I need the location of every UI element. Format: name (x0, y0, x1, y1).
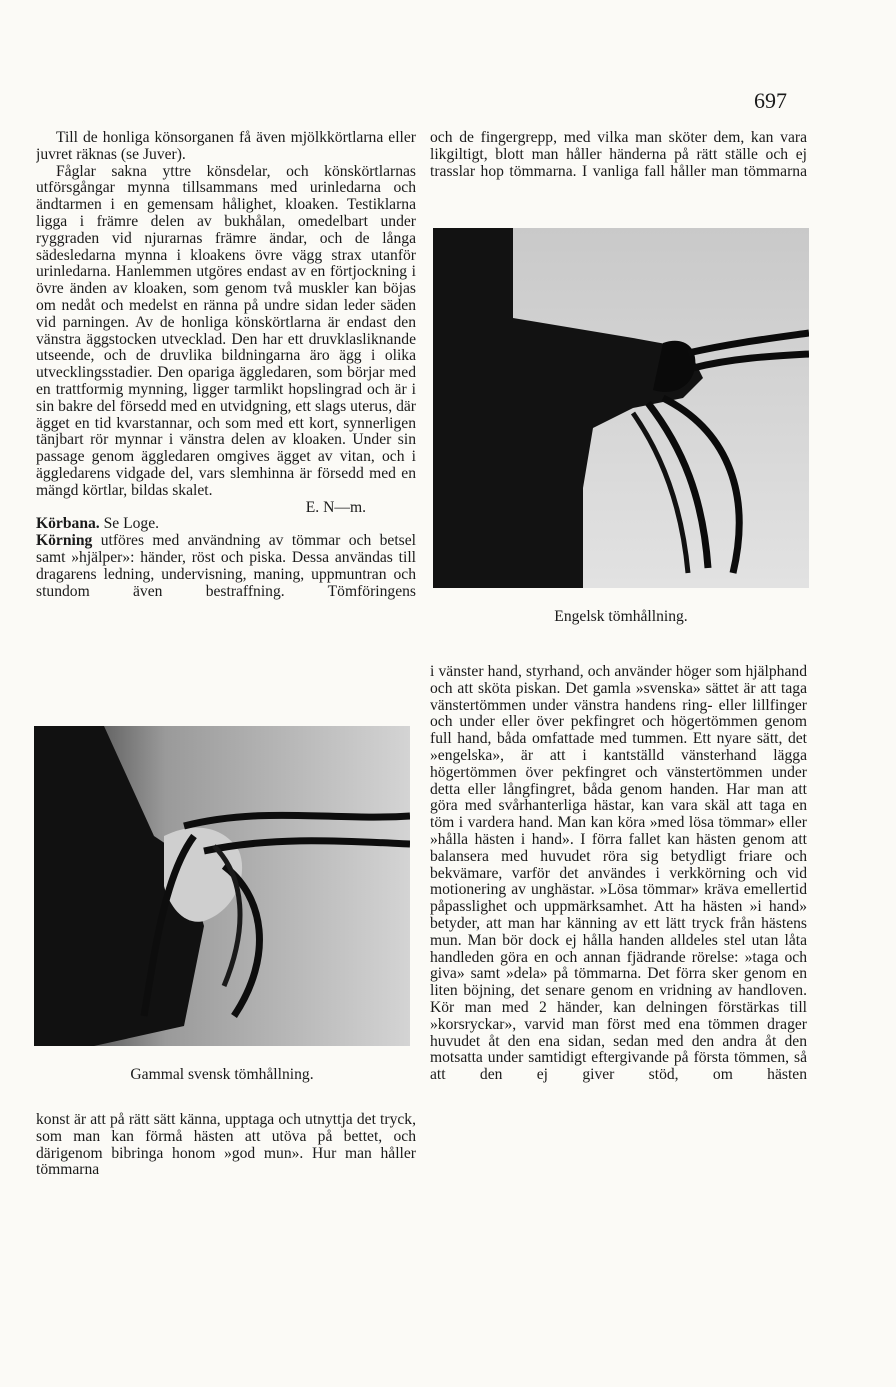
right-column-bottom (430, 664, 807, 1084)
paragraph-tomforing-cont: konst är att på rätt sätt känna, upptaga och utnyttja det tryck, som man kan förmå hästen att utöva på bettet, och därigenom bibringa honom »god mun». Hur man håller tömmarna (36, 1112, 416, 1179)
page-number: 697 (754, 88, 787, 113)
left-column-bottom (36, 1112, 416, 1179)
entry-korbana-head: Körbana. (36, 515, 100, 533)
entry-korning (36, 533, 416, 600)
author-signature: E. N—m. (305, 498, 366, 516)
paragraph-juver: Till de honliga könsorganen få även mjölkkörtlarna eller juvret räknas (se Juver). (36, 130, 416, 163)
paragraph-styrhand: i vänster hand, styrhand, och använder höger som hjälphand och att sköta piskan. Det gamla »svenska» sättet är att taga vänstertömmen under vänstra handens ring- eller lillfinger och under eller över pekfingret och högertömmen genom full hand, båda omfattade med tummen. Ett nyare sätt, det »engelska», är att i kantställd vänsterhand lägga högertömmen över pekfingret och vänstertömmen under detta eller långfingret, båda genom handen. Har man att göra med svårhanterliga hästar, kan vara skäl att taga en töm i vardera hand. Man kan köra »med lösa tömmar» eller »hålla hästen i hand». I förra fallet kan hästen genom att balansera med huvudet röra sig betydligt friare och bekvämare, varför det användes i verkkörning och vid motionering av unghästar. »Lösa tömmar» kräva emellertid påpasslighet och uppmärksamhet. Att ha hästen »i hand» betyder, att man har känning av ett lätt tryck från hästens mun. Man bör dock ej hålla handen alldeles stel utan låta handleden göra en och annan fjädrande rörelse: »taga och giva» samt »dela» på tömmarna. Det förra sker genom en liten böjning, det senare genom en vridning av handloven. Kör man med 2 händer, kan delningen förstärkas till »korsryckar», varvid man först med ena tömmen drager huvudet åt den ena sidan, sedan med den andra åt den motsatta under samtidigt eftergivande på första tömmen, så att den ej giver stöd, om hästen (430, 664, 807, 1084)
entry-korbana (36, 516, 416, 533)
photo-english-rein-grip (433, 228, 809, 588)
entry-korbana-text: Se Loge. (103, 515, 160, 533)
entry-korning-head: Körning (36, 532, 93, 550)
photo-old-swedish-rein-grip (34, 726, 410, 1046)
entry-korning-text: utföres med användning av tömmar och betsel samt »hjälper»: händer, röst och piska. Dessa användas till dragarens ledning, undervisning, maning, uppmuntran och stundom även bestraffning. Tömföringens (36, 532, 416, 600)
caption-right: Engelsk tömhållning. (554, 608, 688, 625)
left-column-top (36, 130, 416, 600)
paragraph-faglar: Fåglar sakna yttre könsdelar, och könskörtlarnas utförsgångar mynna tillsammans med urinledarna och ändtarmen i en gemensam hålighet, kloaken. Testiklarna ligga i främre delen av bukhålan, omedelbart under ryggraden vid njurarnas främre ändar, och de långa sädesledarna mynna i kloakens övre vägg strax utanför urinledarna. Hanlemmen utgöres endast av en förtjockning i övre änden av kloaken, som genom två muskler kan böjas om nedåt och medelst en ränna på undre sidan leder säden vid parningen. Av de honliga könskörtlarna är endast den vänstra äggstocken utvecklad. Den har ett druvklasliknande utseende, och de druvlika bildningarna äro ägg i olika utvecklingsstadier. Den opariga äggledaren, som börjar med en trattformig mynning, ligger tarmlikt hopslingrad och är i sin bakre del försedd med en utvidgning, ett slags uterus, där ägget en tid kvarstannar, och som med ett kort, synnerligen tänjbart rör mynnar i vänstra delen av kloaken. Under sin passage genom äggledaren omgives ägget av vitan, och i äggledarens vidgade del, vars slemhinna är försedd med en mängd körtlar, bildas skalet. (36, 162, 416, 499)
right-column-top (430, 130, 807, 180)
paragraph-fingergrepp: och de fingergrepp, med vilka man sköter dem, kan vara likgiltigt, blott man håller händerna på rätt ställe och ej trasslar hop tömmarna. I vanliga fall håller man tömmarna (430, 130, 807, 180)
caption-left: Gammal svensk tömhållning. (130, 1066, 314, 1083)
